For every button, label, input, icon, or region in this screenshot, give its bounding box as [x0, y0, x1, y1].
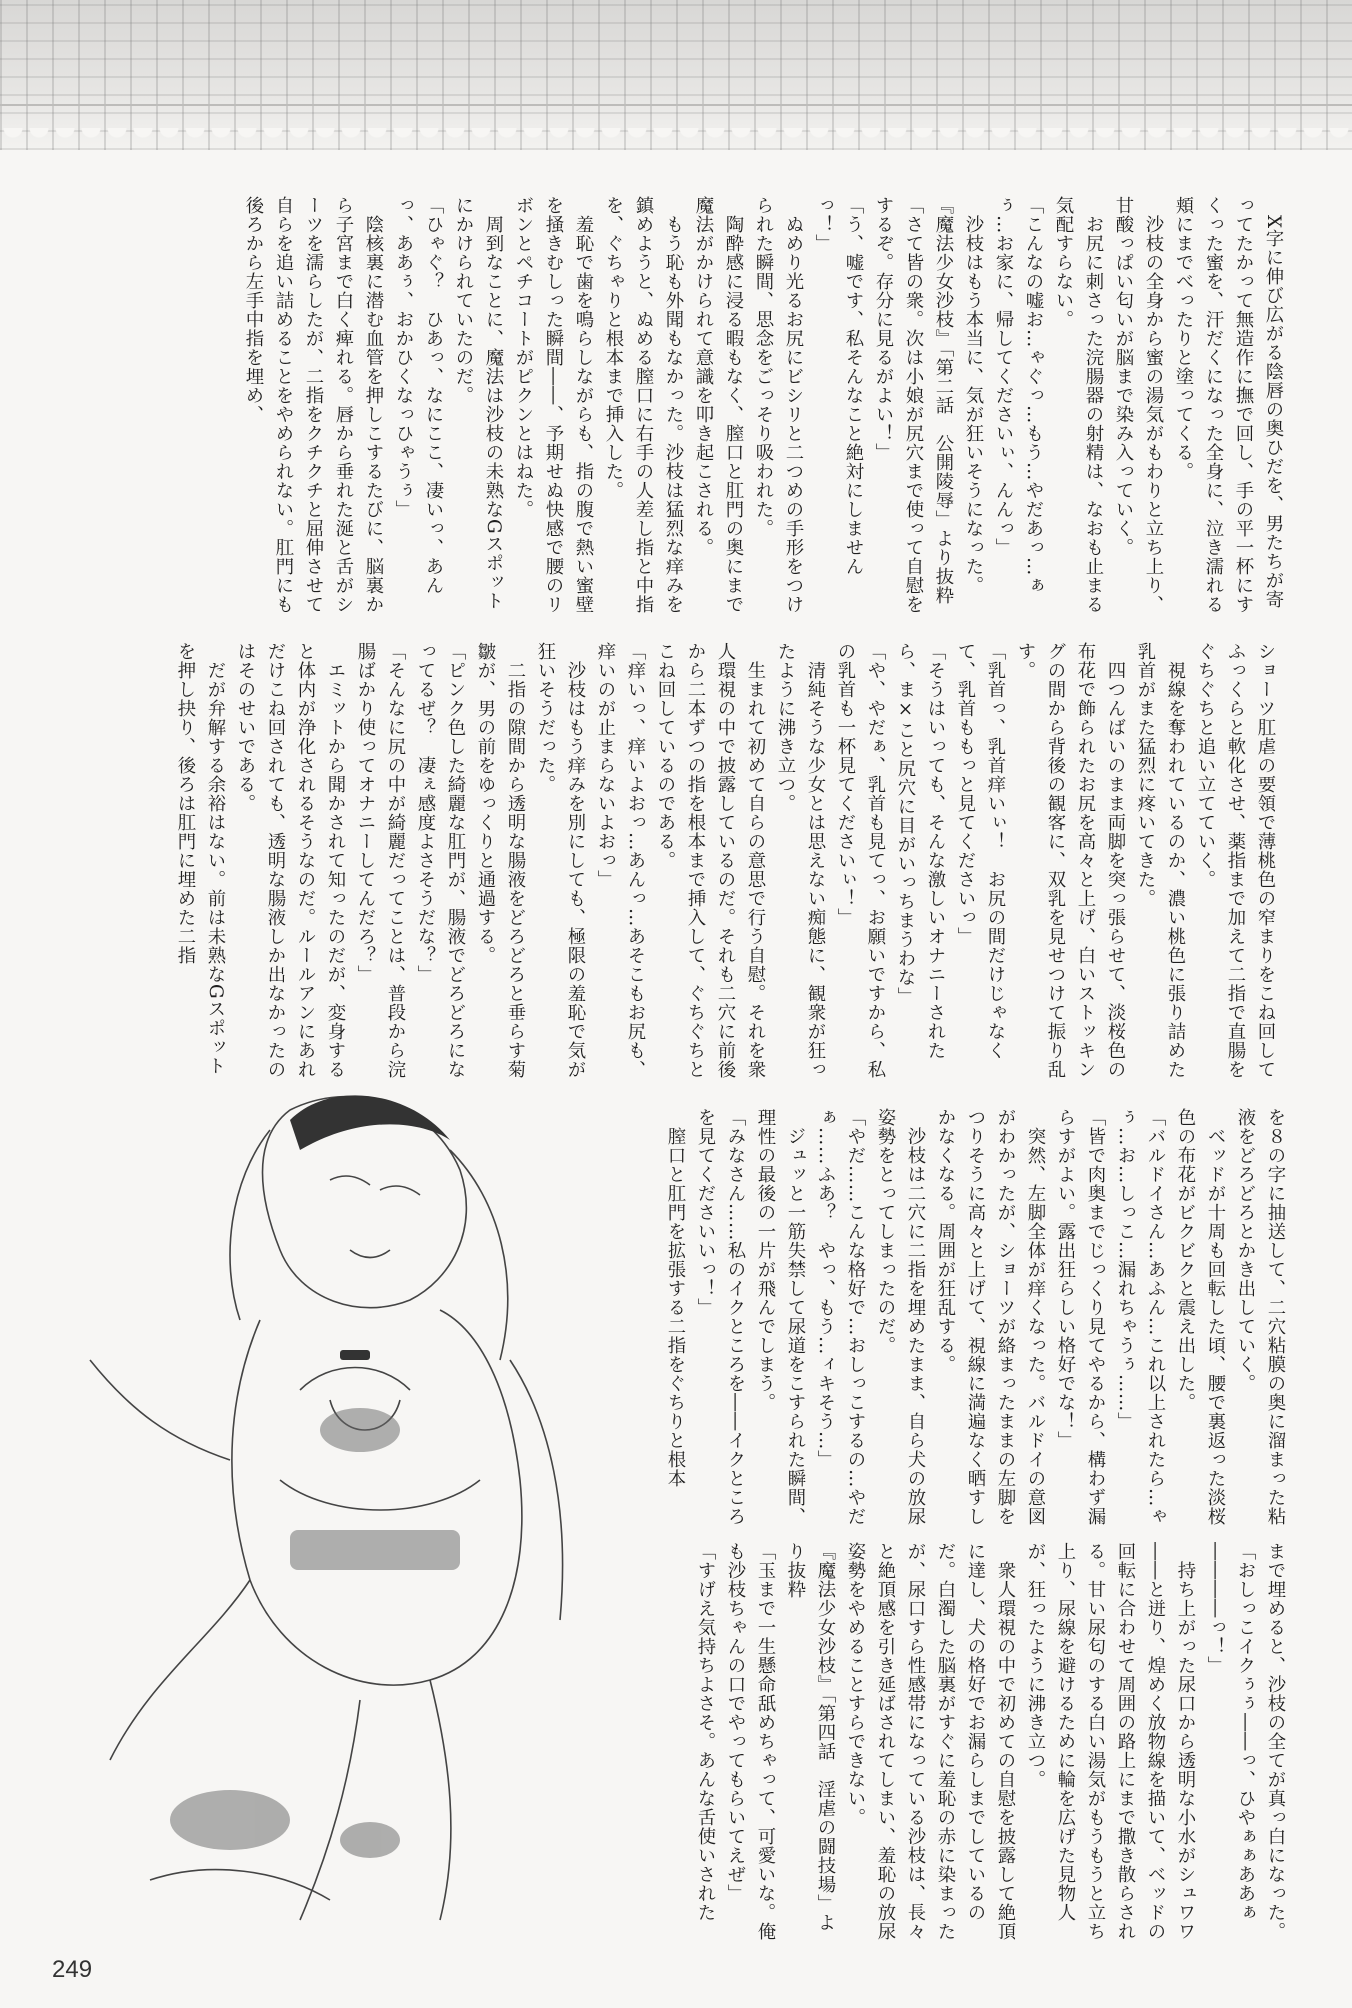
text-column-bottom-right: を８の字に抽送して、二穴粘膜の奥に溜まった粘液をどろどろとかき出していく。 ベッドが十周も回転した頃、腰で裏返った淡桜色の布花がビクビクと震え出した。 「バルドイさん…あふん…これ以上されたら…ゃぅ…お…しっこ…漏れちゃうぅ……」 「皆で肉奥までじっくり見てやるから、構わず漏らすがよい。露出狂らしい格好でな！」 突然、左脚全体が痒くなった。バルドイの意図がわかったが、ショーツが絡まったままの左脚をつりそうに高々と上げて、視線に満遍なく晒すしかなくなる。周囲が狂乱する。 沙枝は二穴に二指を埋めたまま、自ら犬の放尿姿勢をとってしまったのだ。 「やだ……こんな格好で…おしっこするの…やだぁ……ふあ？ やっ、もう…ィキそう…」 ジュッと一筋失禁して尿道をこすられた瞬間、理性の最後の一片が飛んでしまう。 「みなさん……私のイクところを――イクところを見てくださいいっ！」 膣口と肛門を拡張する二指をぐちりと根本	[665, 1108, 1286, 1526]
manga-illustration	[30, 1060, 610, 1930]
page-number: 249	[52, 1956, 93, 1983]
text-column-top: X字に伸び広がる陰唇の奥ひだを、男たちが寄ってたかって無造作に撫で回し、手の平一杯にすくった蜜を、汗だくになった全身に、泣き濡れる頬にまでべったりと塗ってくる。 沙枝の全身から蜜の湯気がもわりと立ち上り、甘酸っぱい匂いが脳まで染み入っていく。 お尻に刺さった浣腸器の射精は、なおも止まる気配すらない。 「こんなの嘘お…ゃぐっ…もう…やだあっ…ぁぅ…お家に、帰してくださいぃ、んんっ」 沙枝はもう本当に、気が狂いそうになった。 『魔法少女沙枝』「第二話 公開陵辱」より抜粋 「さて皆の衆。次は小娘が尻穴まで使って自慰をするぞ。存分に見るがよい！」 「う、嘘です、私そんなこと絶対にしませんっ！」 ぬめり光るお尻にビシリと二つめの手形をつけられた瞬間、思念をごっそり吸われた。 陶酔感に浸る暇もなく、膣口と肛門の奥にまで魔法がかけられて意識を叩き起こされる。 もう恥も外聞もなかった。沙枝は猛烈な痒みを鎮めようと、ぬめる膣口に右手の人差し指と中指を、ぐちゃりと根本まで挿入した。 羞恥で歯を鳴らしながらも、指の腹で熱い蜜壁を掻きむしった瞬間――、予期せぬ快感で腰のリボンとペチコートがピクンとはねた。 周到なことに、魔法は沙枝の未熟なGスポットにかけられていたのだ。 「ひゃぐ？ ひあっ、なにここ、凄いっ、あんっ、ああぅ、おかひくなっひゃうぅ」 陰核裏に潜む血管を押しこするたびに、脳裏から子宮まで白く痺れる。唇から垂れた涎と舌がシーツを濡らしたが、二指をクチクチと屈伸させて自らを追い詰めることをやめられない。肛門にも後ろから左手中指を埋め、	[243, 196, 1284, 614]
lace-header-border	[0, 0, 1352, 150]
text-column-middle: ショーツ肛虐の要領で薄桃色の窄まりをこね回してふっくらと軟化させ、薬指まで加えて二指で直腸をぐちぐちと追い立てていく。 視線を奪われているのか、濃い桃色に張り詰めた乳首がまた猛烈に疼いてきた。 四つんばいのまま両脚を突っ張らせて、淡桜色の布花で飾られたお尻を高々と上げ、白いストッキングの間から背後の観客に、双乳を見せつけて振り乱す。 「乳首っ、乳首痒いぃ！ お尻の間だけじゃなくて、乳首ももっと見てくださいっ」 「そうはいっても、そんな激しいオナニーされたら、ま×こと尻穴に目がいっちまうわな」 「や、やだぁ、乳首も見てっ、お願いですから、私の乳首も一杯見てくださいぃ！」 清純そうな少女とは思えない痴態に、観衆が狂ったように沸き立つ。 生まれて初めて自らの意思で行う自慰。それを衆人環視の中で披露しているのだ。それも二穴に前後から二本ずつの指を根本まで挿入して、ぐちぐちとこね回しているのである。 「痒いっ、痒いよおっ…あんっ…あそこもお尻も、痒いのが止まらないよおっ」 沙枝はもう痒みを別にしても、極限の羞恥で気が狂いそうだった。 二指の隙間から透明な腸液をどろどろと垂らす菊皺が、男の前をゆっくりと通過する。 「ピンク色した綺麗な肛門が、腸液でどろどろになってるぜ？ 凄ぇ感度よさそうだな？」 「そんなに尻の中が綺麗だってことは、普段から浣腸ばかり使ってオナニーしてんだろ？」 エミットから聞かされて知ったのだが、変身すると体内が浄化されるそうなのだ。ルールアンにあれだけこね回されても、透明な腸液しか出なかったのはそのせいである。 だが弁解する余裕はない。前は未熟なGスポットを押し抉り、後ろは肛門に埋めた二指	[175, 642, 1276, 1079]
text-column-bottom-left: まで埋めると、沙枝の全てが真っ白になった。 「おしっこイクぅぅ――っ、ひやぁぁああぁ――――っ！」 持ち上がった尿口から透明な小水がシュワワ――と迸り、煌めく放物線を描いて、ベッドの回転に合わせて周囲の路上にまで撒き散らされる。甘い尿匂のする白い湯気がもうもうと立ち上り、尿線を避けるために輪を広げた見物人が、狂ったように沸き立つ。 衆人環視の中で初めての自慰を披露して絶頂に達し、犬の格好でお漏らしまでしているのだ。白濁した脳裏がすぐに羞恥の赤に染まったが、尿口すら性感帯になっている沙枝は、長々と絶頂感を引き延ばされてしまい、羞恥の放尿姿勢をやめることすらできない。 『魔法少女沙枝』「第四話 淫虐の闘技場」より抜粋 「玉まで一生懸命舐めちゃって、可愛いな。俺も沙枝ちゃんの口でやってもらいてえぜ」 「すげえ気持ちよさそ。あんな舌使いされた	[695, 1542, 1286, 1941]
